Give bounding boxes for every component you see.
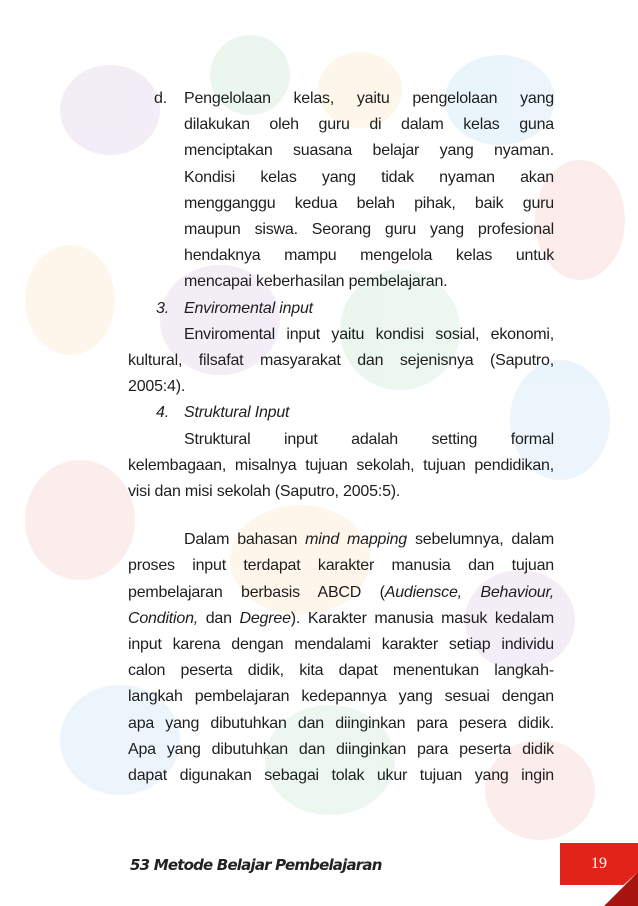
section-marker: 4. bbox=[156, 404, 169, 422]
text-line: Enviromental input yaitu kondisi sosial, ekonomi, bbox=[184, 325, 554, 343]
text-line: kelembagaan, misalnya tujuan sekolah, tujuan pendidikan, bbox=[128, 456, 554, 474]
section-3-body bbox=[128, 322, 554, 401]
text-line: Condition, dan Degree). Karakter manusia masuk kedalam bbox=[128, 609, 554, 627]
text-line: 2005:4). bbox=[128, 378, 186, 396]
list-marker-d: d. bbox=[154, 90, 167, 107]
text-line: menciptakan suasana belajar yang nyaman. bbox=[184, 142, 554, 160]
italic-term: mind mapping bbox=[305, 531, 407, 549]
section-title: Enviromental input bbox=[184, 299, 313, 317]
text-line: hendaknya mampu mengelola kelas untuk bbox=[184, 247, 554, 265]
text-line: pembelajaran berbasis ABCD (Audiensce, Behaviour, bbox=[128, 583, 554, 601]
text-line: Kondisi kelas yang tidak nyaman akan bbox=[184, 168, 554, 186]
text-line: maupun siswa. Seorang guru yang profesional bbox=[184, 221, 554, 239]
text-line: kultural, filsafat masyarakat dan sejenisnya (Saputro, bbox=[128, 352, 554, 370]
text-line: Apa yang dibutuhkan dan diinginkan para peserta didik bbox=[128, 740, 554, 758]
section-4-body bbox=[128, 427, 554, 506]
text-line: dapat digunakan sebagai tolak ukur tujuan yang ingin bbox=[128, 767, 554, 785]
text-line: Struktural input adalah setting formal bbox=[184, 430, 554, 448]
book-title-footer: 53 Metode Belajar Pembelajaran bbox=[130, 856, 382, 874]
section-heading-3 bbox=[128, 296, 554, 322]
section-title: Struktural Input bbox=[184, 404, 290, 422]
text-line: mengganggu kedua belah pihak, baik guru bbox=[184, 194, 554, 212]
text-line: Pengelolaan kelas, yaitu pengelolaan yang bbox=[184, 90, 554, 107]
italic-term: Audiensce, Behaviour, bbox=[384, 583, 554, 601]
page-body bbox=[128, 86, 554, 789]
page-number: 19 bbox=[560, 843, 638, 885]
section-marker: 3. bbox=[156, 299, 169, 317]
text-line: mencapai keberhasilan pembelajaran. bbox=[184, 273, 448, 291]
text-line: apa yang dibutuhkan dan diinginkan para pesera didik. bbox=[128, 714, 554, 732]
text-line: visi dan misi sekolah (Saputro, 2005:5). bbox=[128, 483, 401, 501]
text-line: langkah pembelajaran kedepannya yang sesuai dengan bbox=[128, 688, 554, 706]
section-heading-4 bbox=[128, 400, 554, 426]
text-line: input karena dengan mendalami karakter setiap individu bbox=[128, 636, 554, 654]
list-item-d bbox=[128, 86, 554, 296]
italic-term: Condition, bbox=[128, 609, 199, 627]
main-paragraph bbox=[128, 527, 554, 789]
text-line: proses input terdapat karakter manusia dan tujuan bbox=[128, 557, 554, 575]
text-line: calon peserta didik, kita dapat menentukan langkah- bbox=[128, 662, 554, 680]
text-line: Dalam bahasan mind mapping sebelumnya, dalam bbox=[184, 531, 555, 549]
italic-term: Degree bbox=[239, 609, 291, 627]
page-curl-corner bbox=[598, 866, 638, 906]
text-line: dilakukan oleh guru di dalam kelas guna bbox=[184, 116, 554, 134]
